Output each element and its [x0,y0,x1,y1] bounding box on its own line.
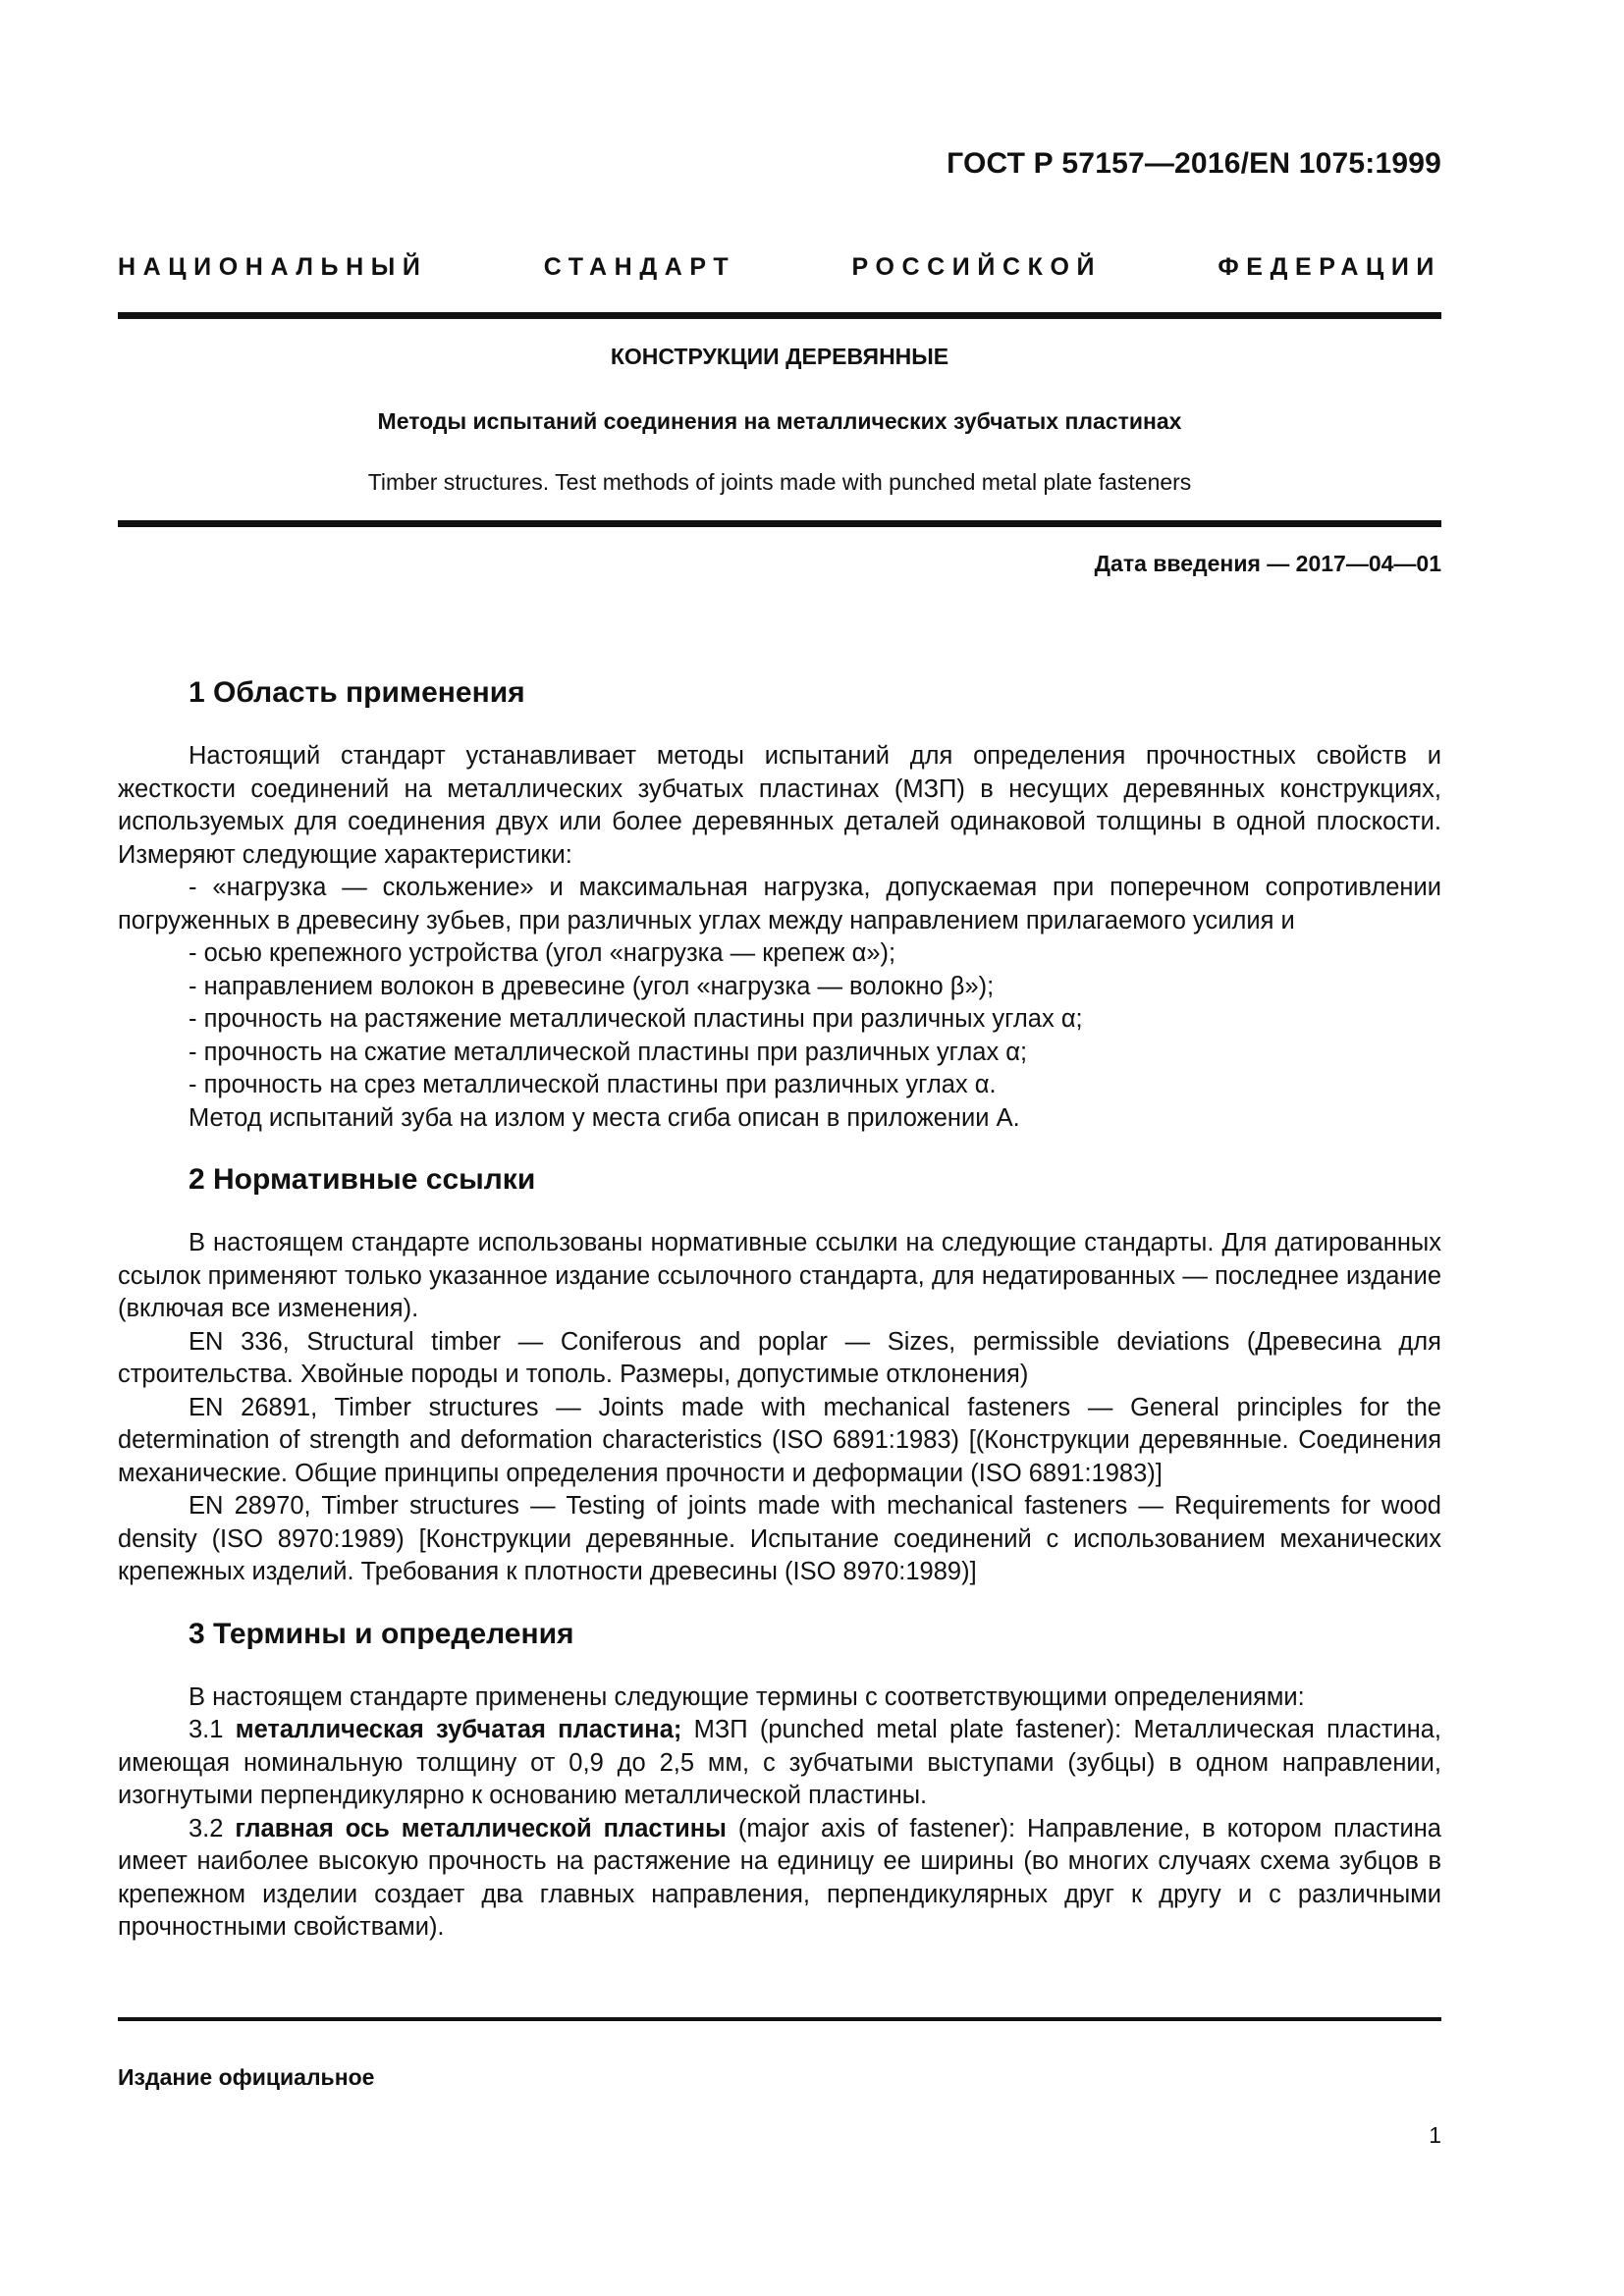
list-item: - осью крепежного устройства (угол «нагрузка — крепеж α»); [189,939,896,967]
term-definition [118,1813,1441,1945]
term-number: 3.2 [189,1814,224,1842]
edition-label: Издание официальное [118,2064,375,2090]
list-item: - прочность на срез металлической пластины при различных углах α. [189,1071,997,1098]
term-name: главная ось металлической пластины [235,1814,727,1842]
english-title: Timber structures. Test methods of joints made with punched metal plate fasteners [367,469,1192,495]
list-item: - направлением волокон в древесине (угол «нагрузка — волокно β»); [189,972,995,1000]
reference-item: EN 26891, Timber structures — Joints made with mechanical fasteners — General principles for the determination of strength and deformation characteristics (ISO 6891:1983) [(Конструкции деревянные. Соединения механические. Общие принципы определения прочности и деформации (ISO 6891:1983)] [118,1393,1441,1487]
reference-item: EN 336, Structural timber — Coniferous and poplar — Sizes, permissible deviations (Древесина для строительства. Хвойные породы и тополь. Размеры, допустимые отклонения) [118,1327,1441,1388]
page-number: 1 [1429,2122,1441,2148]
section-heading: 2 Нормативные ссылки [189,1163,536,1196]
document-body [118,675,1441,1945]
term-definition [118,1714,1441,1813]
document-subtitle: Методы испытаний соединения на металлических зубчатых пластинах [377,408,1182,434]
paragraph: Настоящий стандарт устанавливает методы испытаний для определения прочностных свойств и жесткости соединений на металлических зубчатых пластинах (МЗП) в несущих деревянных конструкциях, используемых для соединения двух или более деревянных деталей одинаковой толщины в одной плоскости. Измеряют следующие характеристики: [118,742,1441,869]
term-text: МЗП (punched metal plate fastener): Металлическая пластина, имеющая номинальную толщину от 0,9 до 2,5 мм, с зубчатыми выступами (зубцы) в одном направлении, изогнутыми перпендикулярно к основанию металлической пластины. [118,1716,1441,1809]
term-text: (major axis of fastener): Направление, в котором пластина имеет наиболее высокую прочность на растяжение на единицу ее ширины (во многих случаях схема зубцов в крепежном изделии создает два главных направления, перпендикулярных друг к другу и с различными прочностными свойствами). [118,1814,1441,1941]
list-item: - «нагрузка — скольжение» и максимальная нагрузка, допускаемая при поперечном сопротивлении погруженных в древесину зубьев, при различных углах между направлением прилагаемого усилия и [118,874,1441,934]
introduction-date: Дата введения — 2017—04—01 [1094,551,1441,576]
gost-code: ГОСТ Р 57157—2016/EN 1075:1999 [947,147,1441,180]
section-heading: 3 Термины и определения [189,1617,574,1650]
national-standard-banner: НАЦИОНАЛЬНЫЙ СТАНДАРТ РОССИЙСКОЙ ФЕДЕРАЦИИ [118,253,1441,281]
reference-item: EN 28970, Timber structures — Testing of joints made with mechanical fasteners — Requirements for wood density (ISO 8970:1989) [Конструкции деревянные. Испытание соединений с использованием механических крепежных изделий. Требования к плотности древесины (ISO 8970:1989)] [118,1492,1441,1585]
paragraph: В настоящем стандарте использованы нормативные ссылки на следующие стандарты. Для датированных ссылок применяют только указанное издание ссылочного стандарта, для недатированных — последнее издание (включая все изменения). [118,1229,1441,1322]
paragraph: Метод испытаний зуба на излом у места сгиба описан в приложении А. [189,1103,1020,1132]
section-heading: 1 Область применения [189,676,525,709]
list-item: - прочность на растяжение металлической пластины при различных углах α; [189,1005,1083,1033]
top-rule [118,312,1441,319]
title-rule [118,520,1441,527]
paragraph: В настоящем стандарте применены следующие термины с соответствующими определениями: [189,1682,1305,1711]
term-name: металлическая зубчатая пластина; [235,1716,682,1743]
document-title: КОНСТРУКЦИИ ДЕРЕВЯННЫЕ [610,344,949,369]
term-number: 3.1 [189,1716,224,1743]
footer-rule [118,2017,1441,2021]
list-item: - прочность на сжатие металлической пластины при различных углах α; [189,1038,1028,1066]
